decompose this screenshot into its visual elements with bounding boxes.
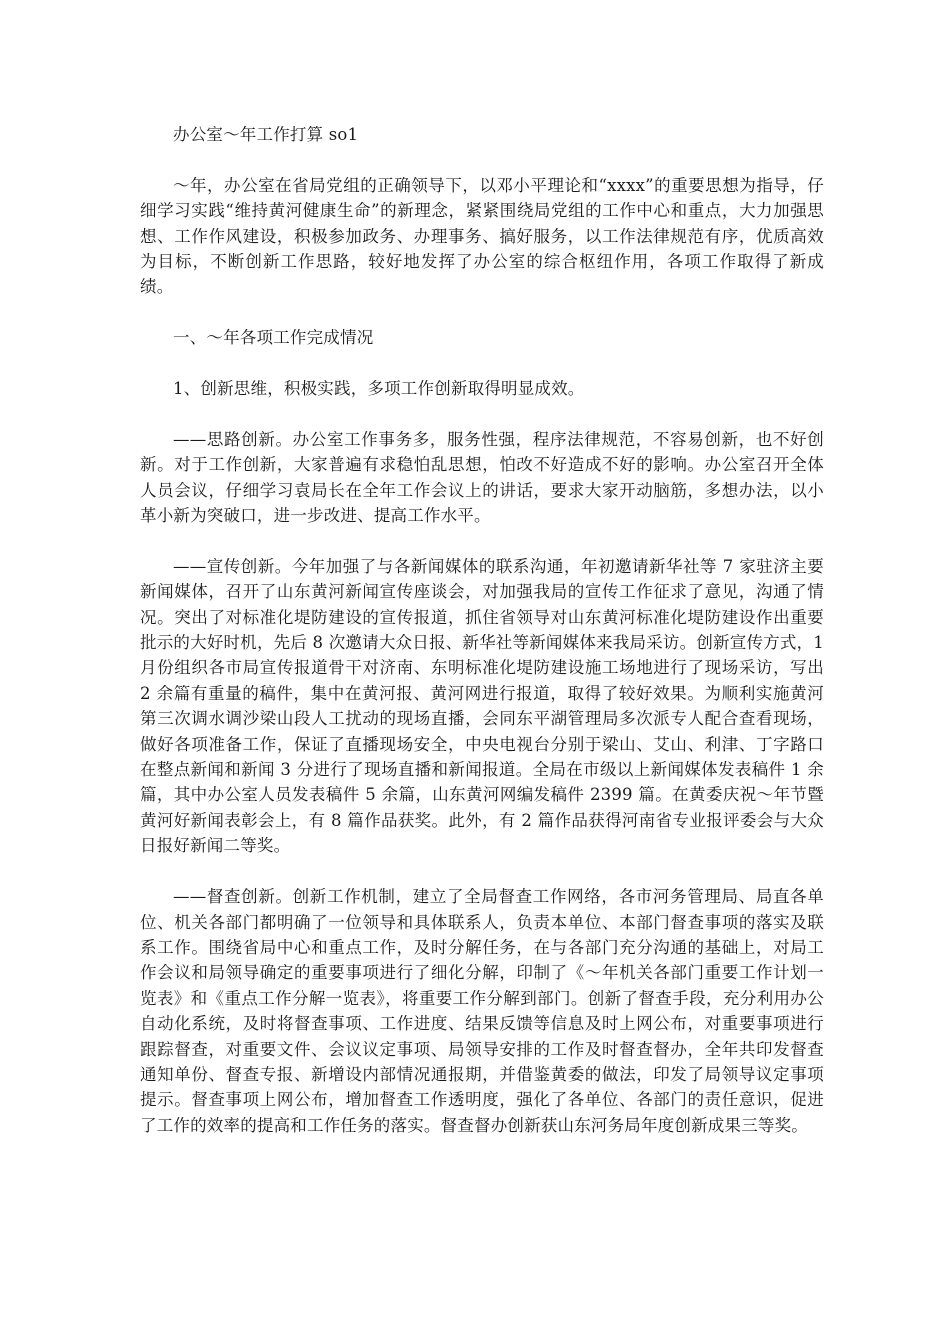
paragraph-supervision-innovation: ——督查创新。创新工作机制，建立了全局督查工作网络，各市河务管理局、局直各单位、机关各部门都明确了一位领导和具体联系人，负责本单位、本部门督查事项的落实及联系工作。围绕省局中心和重点工作，及时分解任务，在与各部门充分沟通的基础上，对局工作会议和局领导确定的重要事项进行了细化分解，印制了《～年机关各部门重要工作计划一览表》和《重点工作分解一览表》，将重要工作分解到部门。创新了督查手段，充分利用办公自动化系统，及时将督查事项、工作进度、结果反馈等信息及时上网公布，对重要事项进行跟踪督查，对重要文件、会议议定事项、局领导安排的工作及时督查督办，全年共印发督查通知单份、督查专报、新增设内部情况通报期，并借鉴黄委的做法，印发了局领导议定事项提示。督查事项上网公布，增加督查工作透明度，强化了各单位、各部门的责任意识，促进了工作的效率的提高和工作任务的落实。督查督办创新获山东河务局年度创新成果三等奖。 bbox=[140, 887, 824, 1135]
paragraph-thinking-innovation: ——思路创新。办公室工作事务多，服务性强，程序法律规范，不容易创新，也不好创新。对于工作创新，大家普遍有求稳怕乱思想，怕改不好造成不好的影响。办公室召开全体人员会议，仔细学习袁局长在全年工作会议上的讲话，要求大家开动脑筋，多想办法，以小革小新为突破口，进一步改进、提高工作水平。 bbox=[140, 429, 824, 526]
document-title: 办公室～年工作打算 so1 bbox=[173, 125, 359, 144]
paragraph-publicity-innovation: ——宣传创新。今年加强了与各新闻媒体的联系沟通，年初邀请新华社等 7 家驻济主要新闻媒体，召开了山东黄河新闻宣传座谈会，对加强我局的宣传工作征求了意见，沟通了情况。突出了对标准化堤防建设的宣传报道，抓住省领导对山东黄河标准化堤防建设作出重要批示的大好时机，先后 8 次邀请大众日报、新华社等新闻媒体来我局采访。创新宣传方式，1 月份组织各市局宣传报道骨干对济南、东明标准化堤防建设施工场地进行了现场采访，写出 2 余篇有重量的稿件，集中在黄河报、黄河网进行报道，取得了较好效果。为顺利实施黄河第三次调水调沙梁山段人工扰动的现场直播，会同东平湖管理局多次派专人配合查看现场，做好各项准备工作，保证了直播现场安全，中央电视台分别于梁山、艾山、利津、丁字路口在整点新闻和新闻 3 分进行了现场直播和新闻报道。全局在市级以上新闻媒体发表稿件 1 余篇，其中办公室人员发表稿件 5 余篇，山东黄河网编发稿件 2399 篇。在黄委庆祝～年节暨黄河好新闻表彰会上，有 8 篇作品获奖。此外，有 2 篇作品获得河南省专业报评委会与大众日报好新闻二等奖。 bbox=[140, 556, 824, 856]
section-heading-1: 一、～年各项工作完成情况 bbox=[173, 328, 374, 348]
document-page bbox=[140, 122, 824, 1164]
subsection-heading-1: 1、创新思维，积极实践，多项工作创新取得明显成效。 bbox=[173, 379, 585, 399]
intro-paragraph: ～年，办公室在省局党组的正确领导下，以邓小平理论和“xxxx”的重要思想为指导，仔细学习实践“维持黄河健康生命”的新理念，紧紧围绕局党组的工作中心和重点，大力加强思想、工作作风建设，积极参加政务、办理事务、搞好服务，以工作法律规范有序，优质高效为目标，不断创新工作思路，较好地发挥了办公室的综合枢纽作用，各项工作取得了新成绩。 bbox=[140, 175, 824, 297]
